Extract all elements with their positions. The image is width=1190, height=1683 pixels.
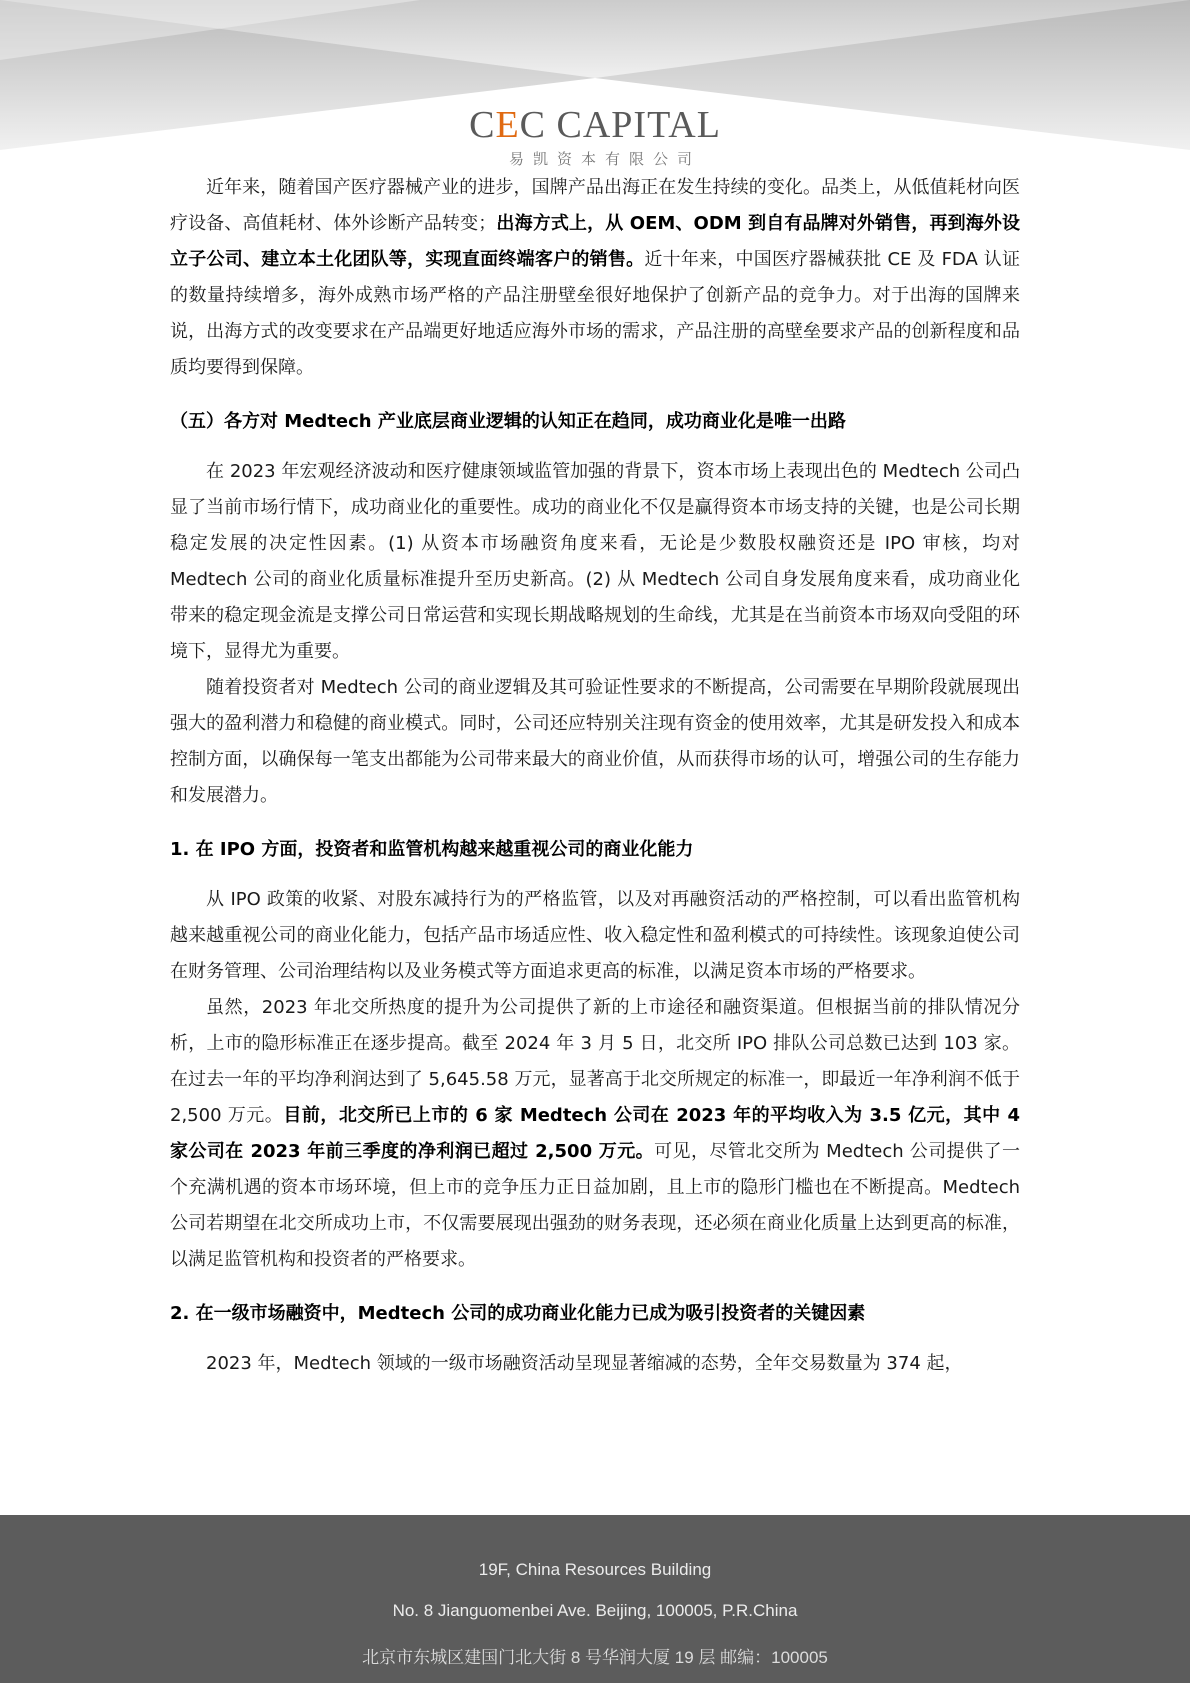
footer-address-line-2: No. 8 Jianguomenbei Ave. Beijing, 100005, P.R.China: [392, 1601, 798, 1620]
page-footer: [0, 1515, 1190, 1683]
paragraph-bse-listing: 虽然，2023 年北交所热度的提升为公司提供了新的上市途径和融资渠道。但根据当前的排队情况分析，上市的隐形标准正在逐步提高。截至 2024 年 3 月 5 日，北交所 IPO 排队公司总数已达到 103 家。在过去一年的平均净利润达到了 5,645.58 万元，显著高于北交所规定的标准一，即最近一年净利润不低于 2,500 万元。目前，北交所已上市的 6 家 Medtech 公司在 2023 年的平均收入为 3.5 亿元，其中 4 家公司在 2023 年前三季度的净利润已超过 2,500 万元。可见，尽管北交所为 Medtech 公司提供了一个充满机遇的资本市场环境，但上市的竞争压力正日益加剧，且上市的隐形门槛也在不断提高。Medtech 公司若期望在北交所成功上市，不仅需要展现出强劲的财务表现，还必须在商业化质量上达到更高的标准，以满足监管机构和投资者的严格要求。: [170, 997, 1020, 1270]
paragraph-overseas: 近年来，随着国产医疗器械产业的进步，国牌产品出海正在发生持续的变化。品类上，从低值耗材向医疗设备、高值耗材、体外诊断产品转变；出海方式上，从 OEM、ODM 到自有品牌对外销售，再到海外设立子公司、建立本土化团队等，实现直面终端客户的销售。近十年来，中国医疗器械获批 CE 及 FDA 认证的数量持续增多，海外成熟市场严格的产品注册壁垒很好地保护了创新产品的竞争力。对于出海的国牌来说，出海方式的改变要求在产品端更好地适应海外市场的需求，产品注册的高壁垒要求产品的创新程度和品质均要得到保障。: [170, 177, 1020, 378]
document-body: [170, 170, 1020, 1382]
paragraph-primary-market: 2023 年，Medtech 领域的一级市场融资活动呈现显著缩减的态势，全年交易数量为 374 起，: [206, 1353, 963, 1374]
section-heading-5: （五）各方对 Medtech 产业底层商业逻辑的认知正在趋同，成功商业化是唯一出路: [170, 411, 846, 432]
footer-address-line-3: 北京市东城区建国门北大街 8 号华润大厦 19 层 邮编：100005: [362, 1648, 828, 1667]
page-header: [0, 0, 1190, 170]
logo-subtitle: 易凯资本有限公司: [508, 150, 701, 168]
paragraph-investor-requirements: 随着投资者对 Medtech 公司的商业逻辑及其可验证性要求的不断提高，公司需要在早期阶段就展现出强大的盈利潜力和稳健的商业模式。同时，公司还应特别关注现有资金的使用效率，尤其是研发投入和成本控制方面，以确保每一笔支出都能为公司带来最大的商业价值，从而获得市场的认可，增强公司的生存能力和发展潜力。: [170, 677, 1020, 806]
footer-address-line-1: 19F, China Resources Building: [478, 1560, 712, 1579]
logo-wordmark: CEC CAPITAL: [469, 104, 721, 146]
company-logo: [0, 106, 1190, 169]
section-heading-primary-market: 2. 在一级市场融资中，Medtech 公司的成功商业化能力已成为吸引投资者的关键因素: [170, 1303, 866, 1324]
paragraph-commercialization: 在 2023 年宏观经济波动和医疗健康领域监管加强的背景下，资本市场上表现出色的 Medtech 公司凸显了当前市场行情下，成功商业化的重要性。成功的商业化不仅是赢得资本市场支持的关键，也是公司长期稳定发展的决定性因素。(1) 从资本市场融资角度来看，无论是少数股权融资还是 IPO 审核，均对 Medtech 公司的商业化质量标准提升至历史新高。(2) 从 Medtech 公司自身发展角度来看，成功商业化带来的稳定现金流是支撑公司日常运营和实现长期战略规划的生命线，尤其是在当前资本市场双向受阻的环境下，显得尤为重要。: [170, 461, 1020, 662]
section-heading-ipo: 1. 在 IPO 方面，投资者和监管机构越来越重视公司的商业化能力: [170, 839, 694, 860]
paragraph-ipo-policy: 从 IPO 政策的收紧、对股东减持行为的严格监管，以及对再融资活动的严格控制，可以看出监管机构越来越重视公司的商业化能力，包括产品市场适应性、收入稳定性和盈利模式的可持续性。该现象迫使公司在财务管理、公司治理结构以及业务模式等方面追求更高的标准，以满足资本市场的严格要求。: [170, 889, 1020, 982]
